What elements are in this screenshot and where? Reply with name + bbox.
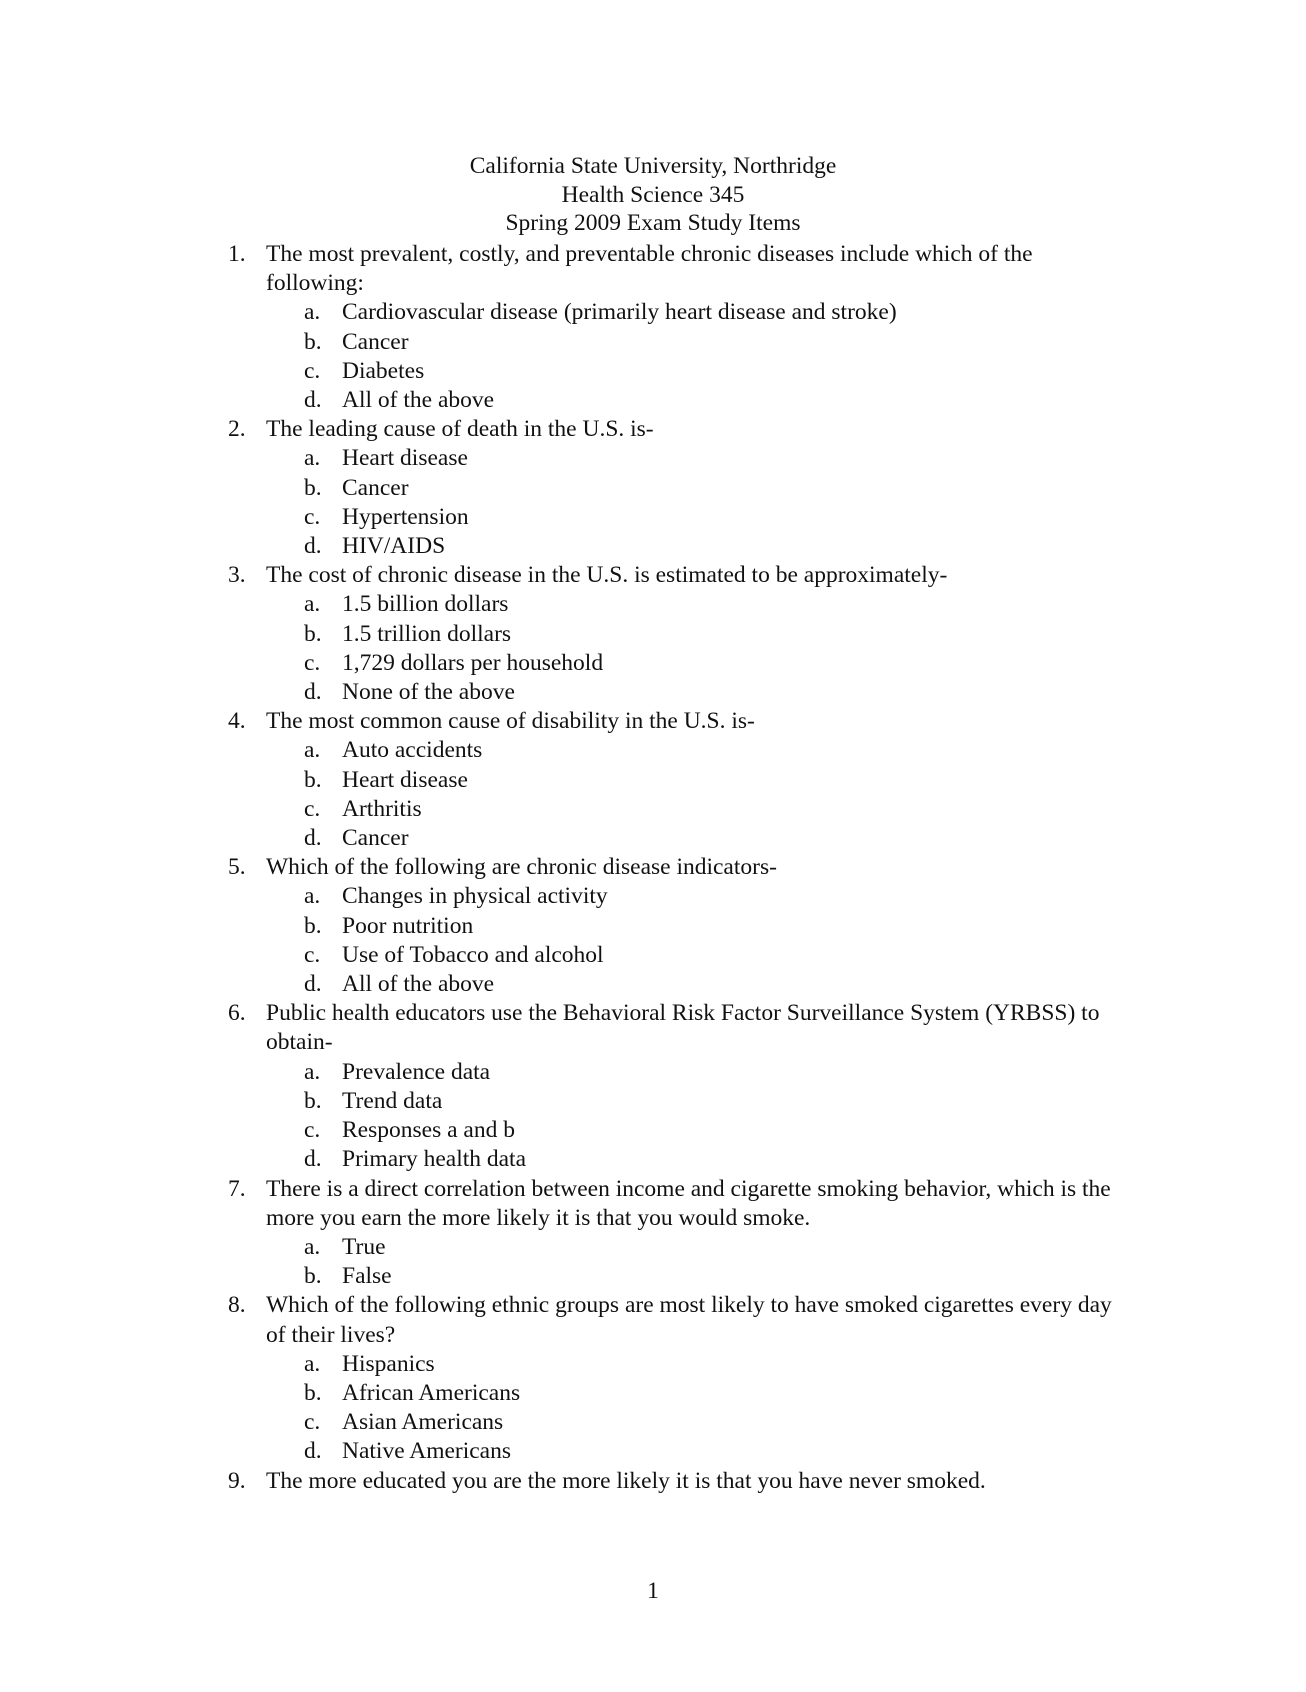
- option-letter: b.: [304, 1379, 322, 1406]
- option-letter: d.: [304, 387, 322, 414]
- answer-option: [266, 1350, 1128, 1379]
- option-text: Cancer: [342, 474, 409, 501]
- answer-option: [266, 590, 1128, 619]
- question-text: The most prevalent, costly, and preventable chronic diseases include which of the following:: [266, 241, 1033, 297]
- option-letter: a.: [304, 299, 321, 326]
- option-letter: c.: [304, 357, 321, 384]
- question-list: [228, 240, 1128, 1496]
- question-text: The more educated you are the more likely it is that you have never smoked.: [266, 1467, 986, 1494]
- question-text: The most common cause of disability in the U.S. is-: [266, 708, 755, 735]
- option-text: HIV/AIDS: [342, 533, 446, 560]
- page-number: 1: [647, 1578, 659, 1604]
- answer-option: [266, 532, 1128, 561]
- option-letter: a.: [304, 737, 321, 764]
- option-letter: c.: [304, 503, 321, 530]
- answer-option: [266, 970, 1128, 999]
- option-list: [266, 590, 1128, 707]
- answer-option: [266, 1087, 1128, 1116]
- option-text: Hispanics: [342, 1350, 435, 1377]
- option-list: [266, 1350, 1128, 1467]
- option-text: All of the above: [342, 971, 495, 998]
- answer-option: [266, 1408, 1128, 1437]
- option-letter: c.: [304, 1117, 321, 1144]
- document-header: [0, 152, 1306, 238]
- answer-option: [266, 620, 1128, 649]
- answer-option: [266, 1437, 1128, 1466]
- option-letter: b.: [304, 474, 322, 501]
- question-item: [228, 1291, 1128, 1466]
- option-letter: d.: [304, 1146, 322, 1173]
- option-letter: d.: [304, 1438, 322, 1465]
- option-text: Prevalence data: [342, 1058, 491, 1085]
- answer-option: [266, 386, 1128, 415]
- answer-option: [266, 795, 1128, 824]
- option-letter: c.: [304, 795, 321, 822]
- option-letter: b.: [304, 1263, 322, 1290]
- option-list: [266, 736, 1128, 853]
- option-text: All of the above: [342, 387, 495, 414]
- answer-option: [266, 941, 1128, 970]
- answer-option: [266, 298, 1128, 327]
- question-number: 7.: [228, 1175, 246, 1202]
- answer-option: [266, 444, 1128, 473]
- answer-option: [266, 474, 1128, 503]
- answer-option: [266, 1262, 1128, 1291]
- option-letter: c.: [304, 649, 321, 676]
- option-letter: b.: [304, 1087, 322, 1114]
- question-item: [228, 1175, 1128, 1292]
- option-text: Use of Tobacco and alcohol: [342, 941, 604, 968]
- answer-option: [266, 1145, 1128, 1174]
- option-text: Asian Americans: [342, 1409, 504, 1436]
- option-text: Native Americans: [342, 1438, 512, 1465]
- answer-option: [266, 1379, 1128, 1408]
- option-text: Changes in physical activity: [342, 883, 608, 910]
- option-text: Poor nutrition: [342, 912, 474, 939]
- option-text: 1,729 dollars per household: [342, 649, 604, 676]
- option-text: None of the above: [342, 679, 515, 706]
- answer-option: [266, 1058, 1128, 1087]
- question-item: [228, 999, 1128, 1174]
- option-letter: a.: [304, 883, 321, 910]
- question-item: [228, 853, 1128, 999]
- option-letter: b.: [304, 912, 322, 939]
- option-text: African Americans: [342, 1379, 521, 1406]
- answer-option: [266, 357, 1128, 386]
- option-text: True: [342, 1233, 386, 1260]
- answer-option: [266, 328, 1128, 357]
- question-item: [228, 561, 1128, 707]
- option-list: [266, 444, 1128, 561]
- question-number: 9.: [228, 1467, 246, 1494]
- question-item: [228, 415, 1128, 561]
- option-letter: b.: [304, 620, 322, 647]
- question-text: The leading cause of death in the U.S. is-: [266, 416, 654, 443]
- option-list: [266, 1058, 1128, 1175]
- option-text: Primary health data: [342, 1146, 527, 1173]
- option-letter: d.: [304, 533, 322, 560]
- question-item: [228, 707, 1128, 853]
- option-letter: d.: [304, 971, 322, 998]
- answer-option: [266, 1116, 1128, 1145]
- option-letter: a.: [304, 1058, 321, 1085]
- option-text: Heart disease: [342, 445, 468, 472]
- question-text: There is a direct correlation between income and cigarette smoking behavior, which is the more you earn the more likely it is that you would smoke.: [266, 1175, 1111, 1231]
- answer-option: [266, 678, 1128, 707]
- answer-option: [266, 882, 1128, 911]
- question-number: 4.: [228, 708, 246, 735]
- option-letter: c.: [304, 941, 321, 968]
- option-letter: d.: [304, 825, 322, 852]
- option-list: [266, 882, 1128, 999]
- question-number: 6.: [228, 1000, 246, 1027]
- question-text: Public health educators use the Behavioral Risk Factor Surveillance System (YRBSS) to obtain-: [266, 1000, 1100, 1056]
- option-text: Cardiovascular disease (primarily heart disease and stroke): [342, 299, 897, 326]
- option-letter: a.: [304, 1350, 321, 1377]
- answer-option: [266, 1233, 1128, 1262]
- question-item: [228, 1467, 1128, 1496]
- question-number: 1.: [228, 241, 246, 267]
- document-title: Spring 2009 Exam Study Items: [505, 210, 801, 236]
- option-text: 1.5 billion dollars: [342, 591, 509, 618]
- option-text: Auto accidents: [342, 737, 483, 764]
- answer-option: [266, 649, 1128, 678]
- answer-option: [266, 766, 1128, 795]
- course-name: Health Science 345: [561, 181, 745, 208]
- answer-option: [266, 824, 1128, 853]
- option-letter: b.: [304, 766, 322, 793]
- option-letter: a.: [304, 591, 321, 618]
- question-item: [228, 240, 1128, 415]
- option-letter: a.: [304, 1233, 321, 1260]
- option-text: Cancer: [342, 328, 409, 355]
- option-text: Responses a and b: [342, 1117, 515, 1144]
- option-text: False: [342, 1263, 392, 1290]
- option-text: Cancer: [342, 825, 409, 852]
- option-text: Trend data: [342, 1087, 443, 1114]
- option-letter: d.: [304, 679, 322, 706]
- question-number: 5.: [228, 854, 246, 881]
- question-text: Which of the following are chronic disease indicators-: [266, 854, 777, 881]
- option-text: Heart disease: [342, 766, 468, 793]
- option-letter: c.: [304, 1409, 321, 1436]
- question-number: 2.: [228, 416, 246, 443]
- option-list: [266, 1233, 1128, 1291]
- option-letter: b.: [304, 328, 322, 355]
- question-number: 8.: [228, 1292, 246, 1319]
- university-name: California State University, Northridge: [469, 153, 837, 179]
- option-list: [266, 298, 1128, 415]
- option-text: 1.5 trillion dollars: [342, 620, 512, 647]
- question-number: 3.: [228, 562, 246, 589]
- question-text: Which of the following ethnic groups are most likely to have smoked cigarettes every day of their lives?: [266, 1292, 1112, 1348]
- option-text: Hypertension: [342, 503, 469, 530]
- option-letter: a.: [304, 445, 321, 472]
- answer-option: [266, 503, 1128, 532]
- option-text: Diabetes: [342, 357, 425, 384]
- answer-option: [266, 736, 1128, 765]
- option-text: Arthritis: [342, 795, 422, 822]
- question-text: The cost of chronic disease in the U.S. is estimated to be approximately-: [266, 562, 948, 589]
- answer-option: [266, 912, 1128, 941]
